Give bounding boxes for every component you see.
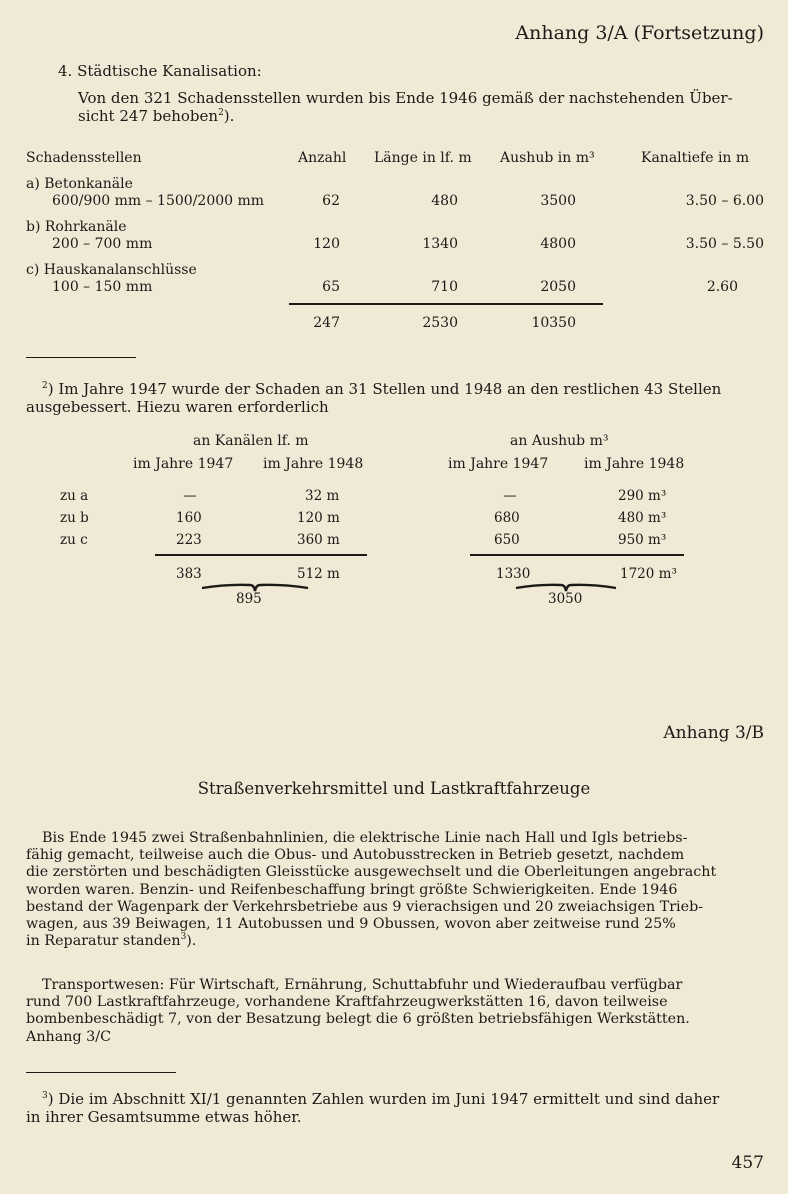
p1-line: Bis Ende 1945 zwei Straßenbahnlinien, die elektrische Linie nach Hall und Igls betriebs- — [42, 830, 688, 846]
row-b-label: b) Rohrkanäle — [26, 219, 127, 235]
year-header-1947-k: im Jahre 1947 — [133, 456, 234, 472]
footnote-marker: 2 — [42, 381, 48, 391]
total-a48: 1720 m³ — [620, 566, 677, 582]
row-a-anzahl: 62 — [322, 193, 340, 209]
footnote-3-line-1 — [42, 1090, 719, 1108]
row-a-aushub: 3500 — [540, 193, 576, 209]
page-number: 457 — [731, 1153, 764, 1173]
row-b-anzahl: 120 — [313, 236, 340, 252]
p1-line: die zerstörten und beschädigten Gleisstücke ausgewechselt und die Oberleitungen angebracht — [26, 864, 717, 881]
row-c-sub: 100 – 150 mm — [52, 279, 153, 295]
p1-last-text: in Reparatur standen — [26, 933, 181, 950]
total-k47: 383 — [176, 566, 202, 582]
total-a47: 1330 — [496, 566, 531, 582]
appendix-3b-label: Anhang 3/B — [663, 723, 764, 743]
row-c-laenge: 710 — [431, 279, 458, 295]
row-b-sub: 200 – 700 mm — [52, 236, 153, 252]
footnote-ref: 3 — [180, 932, 187, 943]
row-b-aushub: 4800 — [540, 236, 576, 252]
col-header-anzahl: Anzahl — [298, 150, 347, 166]
footnote-2-line-1 — [42, 380, 721, 398]
row-a-label: a) Betonkanäle — [26, 176, 133, 192]
row-zu-b-k47: 160 — [176, 510, 202, 526]
row-zu-c-a48: 950 m³ — [618, 532, 667, 548]
footnote-text: ) Die im Abschnitt XI/1 genannten Zahlen wurden im Juni 1947 ermittelt und sind daher — [47, 1090, 720, 1108]
group-header-kanaele: an Kanälen lf. m — [193, 433, 309, 449]
row-c-aushub: 2050 — [540, 279, 576, 295]
group-header-aushub: an Aushub m³ — [510, 433, 609, 449]
year-header-1947-a: im Jahre 1947 — [448, 456, 549, 472]
p2-line: bombenbeschädigt 7, von der Besatzung belegt die 6 größten betriebsfähigen Werkstätten. — [26, 1011, 690, 1028]
page-header-title: Anhang 3/A (Fortsetzung) — [515, 22, 764, 44]
p2-line: Transportwesen: Für Wirtschaft, Ernährung, Schuttabfuhr und Wiederaufbau verfügbar — [42, 977, 683, 993]
row-a-tiefe: 3.50 – 6.00 — [685, 193, 764, 209]
footnote-separator — [26, 357, 136, 358]
row-c-tiefe: 2.60 — [706, 279, 738, 295]
row-zu-b-label: zu b — [60, 510, 89, 526]
row-c-label: c) Hauskanalanschlüsse — [26, 262, 197, 278]
section-heading: 4. Städtische Kanalisation: — [58, 62, 262, 80]
footnote-3-line-2: in ihrer Gesamtsumme etwas höher. — [26, 1108, 302, 1126]
p1-end: ). — [186, 933, 197, 950]
p1-line: wagen, aus 39 Beiwagen, 11 Autobussen und 9 Obussen, wovon aber zeitweise rund 25% — [26, 916, 676, 933]
sum-kanal: 895 — [236, 591, 262, 607]
paragraph-1 — [26, 830, 764, 950]
row-zu-a-a47: — — [503, 488, 517, 504]
row-zu-c-a47: 650 — [494, 532, 520, 548]
row-a-laenge: 480 — [431, 193, 458, 209]
row-zu-b-a48: 480 m³ — [618, 510, 667, 526]
year-header-1948-a: im Jahre 1948 — [584, 456, 685, 472]
table1-sum-rule — [289, 303, 603, 305]
p1-line: fähig gemacht, teilweise auch die Obus- und Autobusstrecken in Betrieb gesetzt, nachdem — [26, 847, 685, 864]
appendix-3b-title: Straßenverkehrsmittel und Lastkraftfahrzeuge — [197, 779, 591, 798]
row-zu-c-k48: 360 m — [297, 532, 340, 548]
paragraph-2 — [26, 977, 764, 1046]
footnote-text: ) Im Jahre 1947 wurde der Schaden an 31 Stellen und 1948 an den restlichen 43 Stellen — [47, 380, 722, 398]
row-a-sub: 600/900 mm – 1500/2000 mm — [52, 193, 265, 209]
row-c-anzahl: 65 — [322, 279, 340, 295]
total-laenge: 2530 — [422, 315, 458, 331]
aushub-sum-rule — [470, 554, 684, 556]
col-header-kanaltiefe: Kanaltiefe in m — [641, 150, 750, 166]
p1-line: worden waren. Benzin- und Reifenbeschaffung bringt größte Schwierigkeiten. Ende 1946 — [26, 881, 678, 898]
intro-line-1: Von den 321 Schadensstellen wurden bis Ende 1946 gemäß der nachstehenden Über- — [78, 89, 733, 107]
row-zu-a-k47: — — [183, 488, 197, 504]
total-k48: 512 m — [297, 566, 340, 582]
year-header-1948-k: im Jahre 1948 — [263, 456, 364, 472]
p2-line: rund 700 Lastkraftfahrzeuge, vorhandene Kraftfahrzeugwerkstätten 16, davon teilweise — [26, 994, 668, 1011]
row-zu-a-a48: 290 m³ — [618, 488, 667, 504]
footnote-marker: 3 — [42, 1091, 48, 1101]
row-b-laenge: 1340 — [422, 236, 458, 252]
kanal-sum-rule — [155, 554, 367, 556]
row-zu-a-k48: 32 m — [305, 488, 340, 504]
footnote-separator — [26, 1072, 176, 1073]
col-header-aushub: Aushub in m³ — [500, 150, 595, 166]
total-anzahl: 247 — [313, 315, 340, 331]
row-zu-a-label: zu a — [60, 488, 89, 504]
col-header-laenge: Länge in lf. m — [374, 150, 472, 166]
p1-last-line — [26, 933, 764, 950]
total-aushub: 10350 — [531, 315, 576, 331]
row-zu-b-k48: 120 m — [297, 510, 340, 526]
sum-aushub: 3050 — [548, 591, 583, 607]
footnote-ref: 2 — [218, 108, 224, 118]
intro-line-2 — [78, 107, 234, 125]
col-header-schadensstellen: Schadensstellen — [26, 150, 142, 166]
row-zu-c-label: zu c — [60, 532, 88, 548]
intro-text: sicht 247 behoben — [78, 107, 219, 125]
p1-line: bestand der Wagenpark der Verkehrsbetriebe aus 9 vierachsigen und 20 zweiachsigen Trieb- — [26, 898, 704, 915]
footnote-2-line-2: ausgebessert. Hiezu waren erforderlich — [26, 398, 329, 416]
row-zu-b-a47: 680 — [494, 510, 520, 526]
row-b-tiefe: 3.50 – 5.50 — [685, 236, 764, 252]
row-zu-c-k47: 223 — [176, 532, 202, 548]
intro-end: ). — [223, 107, 235, 125]
p2-last-line: Anhang 3/C — [26, 1028, 112, 1045]
